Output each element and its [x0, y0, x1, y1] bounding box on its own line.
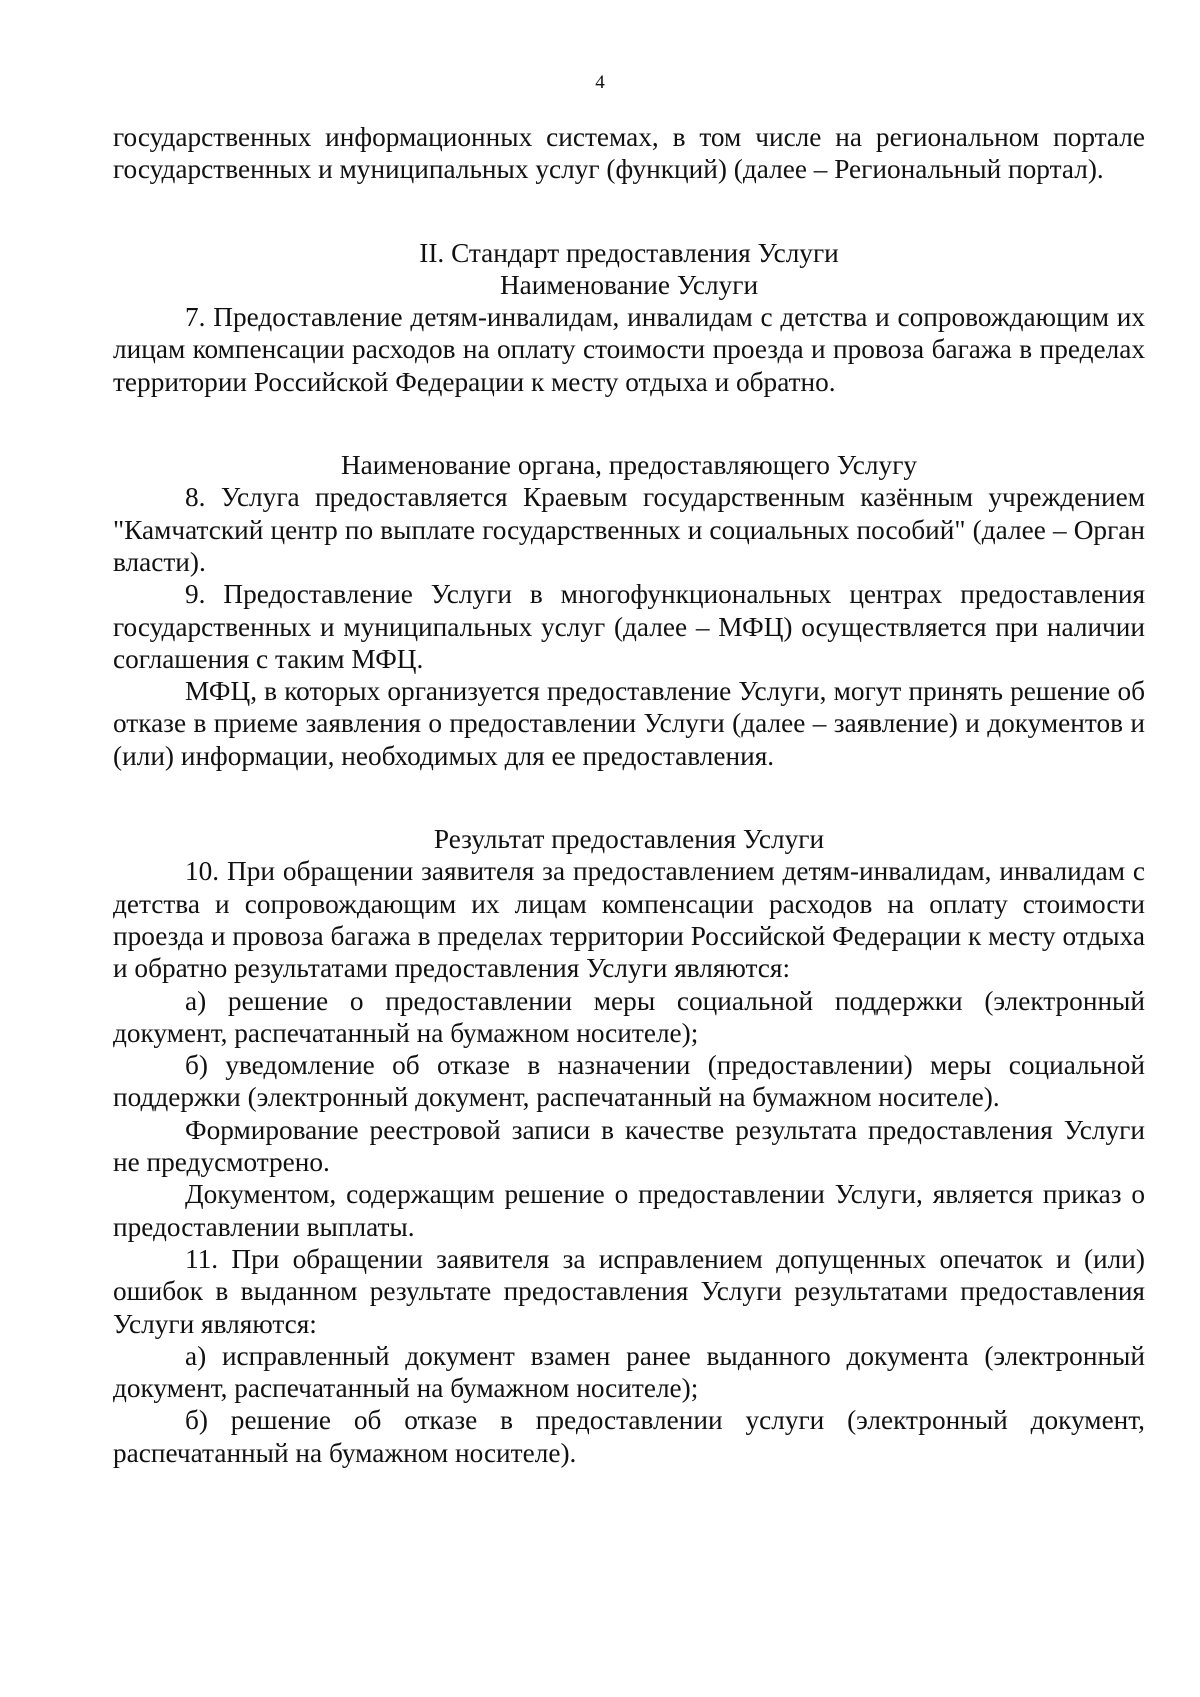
- paragraph-9: 9. Предоставление Услуги в многофункциональных центрах предоставления государственных и муниципальных услуг (далее – МФЦ) осуществляется при наличии соглашения с таким МФЦ.: [113, 579, 1145, 674]
- paragraph-11-item-a: а) исправленный документ взамен ранее выданного документа (электронный документ, распечатанный на бумажном носителе);: [113, 1340, 1145, 1404]
- paragraph-10-registry-note: Формирование реестровой записи в качестве результата предоставления Услуги не предусмотрено.: [113, 1114, 1145, 1178]
- paragraph-11-item-b: б) решение об отказе в предоставлении услуги (электронный документ, распечатанный на бумажном носителе).: [113, 1405, 1145, 1468]
- paragraph-10-decision-document: Документом, содержащим решение о предоставлении Услуги, является приказ о предоставлении выплаты.: [113, 1179, 1145, 1242]
- paragraph-8: 8. Услуга предоставляется Краевым государственным казённым учреждением "Камчатский центр по выплате государственных и социальных пособий" (далее – Орган власти).: [113, 482, 1145, 577]
- section-title: II. Стандарт предоставления Услуги: [419, 237, 839, 268]
- paragraph-7: 7. Предоставление детям-инвалидам, инвалидам с детства и сопровождающим их лицам компенсации расходов на оплату стоимости проезда и провоза багажа в пределах территории Российской Федерации к месту отдыха и обратно.: [113, 302, 1145, 397]
- paragraph-9-continued: МФЦ, в которых организуется предоставление Услуги, могут принять решение об отказе в приеме заявления о предоставлении Услуги (далее – заявление) и документов и (или) информации, необходимых для ее предоставления.: [113, 676, 1145, 771]
- subsection-title-result: Результат предоставления Услуги: [433, 824, 825, 855]
- intro-paragraph: государственных информационных системах, в том числе на региональном портале государственных и муниципальных услуг (функций) (далее – Региональный портал).: [113, 122, 1145, 185]
- paragraph-10-item-a: а) решение о предоставлении меры социальной поддержки (электронный документ, распечатанный на бумажном носителе);: [113, 985, 1145, 1048]
- paragraph-10-item-b: б) уведомление об отказе в назначении (предоставлении) меры социальной поддержки (электронный документ, распечатанный на бумажном носителе).: [113, 1050, 1145, 1113]
- page-number: 4: [595, 72, 605, 93]
- subsection-title-authority: Наименование органа, предоставляющего Услугу: [340, 450, 918, 481]
- document-body: [113, 121, 1145, 1469]
- paragraph-10: 10. При обращении заявителя за предоставлением детям-инвалидам, инвалидам с детства и сопровождающим их лицам компенсации расходов на оплату стоимости проезда и провоза багажа в пределах территории Российской Федерации к месту отдыха и обратно результатами предоставления Услуги являются:: [113, 856, 1145, 984]
- subsection-title-service-name: Наименование Услуги: [499, 269, 759, 300]
- paragraph-11: 11. При обращении заявителя за исправлением допущенных опечаток и (или) ошибок в выданном результате предоставления Услуги результатами предоставления Услуги являются:: [113, 1243, 1145, 1339]
